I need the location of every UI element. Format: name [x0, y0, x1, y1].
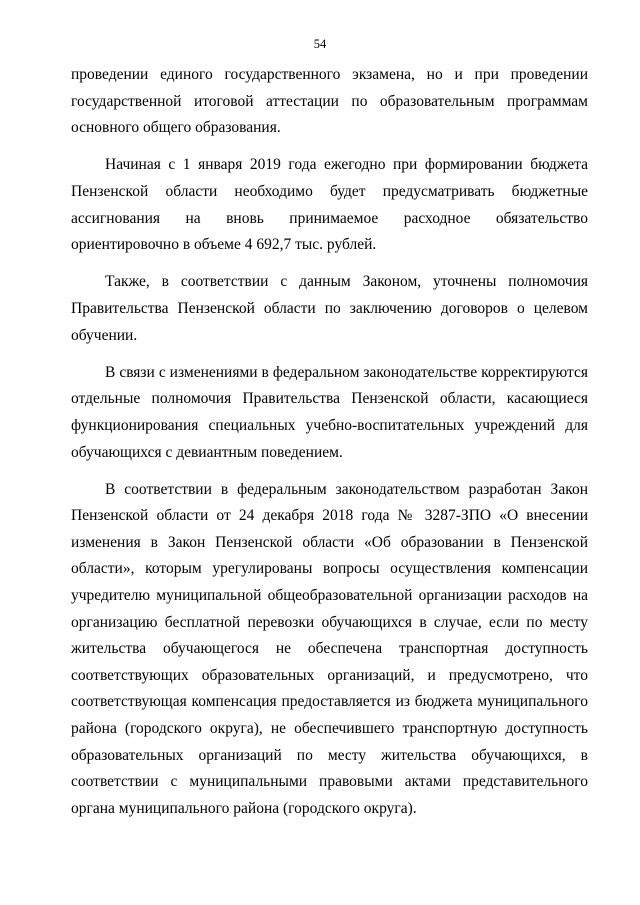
- paragraph-federal-changes: В связи с изменениями в федеральном законодательстве корректируются отдельные полномочия Правительства Пензенской области, касающиеся функционирования специальных учебно-воспитательных учреждений для обучающихся с девиантным поведением.: [71, 363, 588, 461]
- page-number: 54: [313, 37, 327, 51]
- paragraph-continuation: проведении единого государственного экзамена, но и при проведении государственной итоговой аттестации по образовательным программам основного общего образования.: [71, 66, 588, 137]
- body-text: [71, 62, 588, 822]
- paragraph-law-3287: В соответствии в федеральным законодательством разработан Закон Пензенской области от 24 декабря 2018 года № 3287-ЗПО «О внесении изменения в Закон Пензенской области «Об образовании в Пензенской области», которым урегулированы вопросы осуществления компенсации учредителю муниципальной общеобразовательной организации расходов на организацию бесплатной перевозки обучающихся в случае, если по месту жительства обучающегося не обеспечена транспортная доступность соответствующих образовательных организаций, и предусмотрено, что соответствующая компенсация предоставляется из бюджета муниципального района (городского округа), не обеспечившего транспортную доступность образовательных организаций по месту жительства обучающихся, в соответствии с муниципальными правовыми актами представительного органа муниципального района (городского округа).: [71, 480, 588, 817]
- paragraph-budget-allocation: Начиная с 1 января 2019 года ежегодно при формировании бюджета Пензенской области необходимо будет предусматривать бюджетные ассигнования на вновь принимаемое расходное обязательство ориентировочно в объеме 4 692,7 тыс. рублей.: [71, 156, 588, 254]
- paragraph-target-training: Также, в соответствии с данным Законом, уточнены полномочия Правительства Пензенской области по заключению договоров о целевом обучении.: [71, 273, 588, 344]
